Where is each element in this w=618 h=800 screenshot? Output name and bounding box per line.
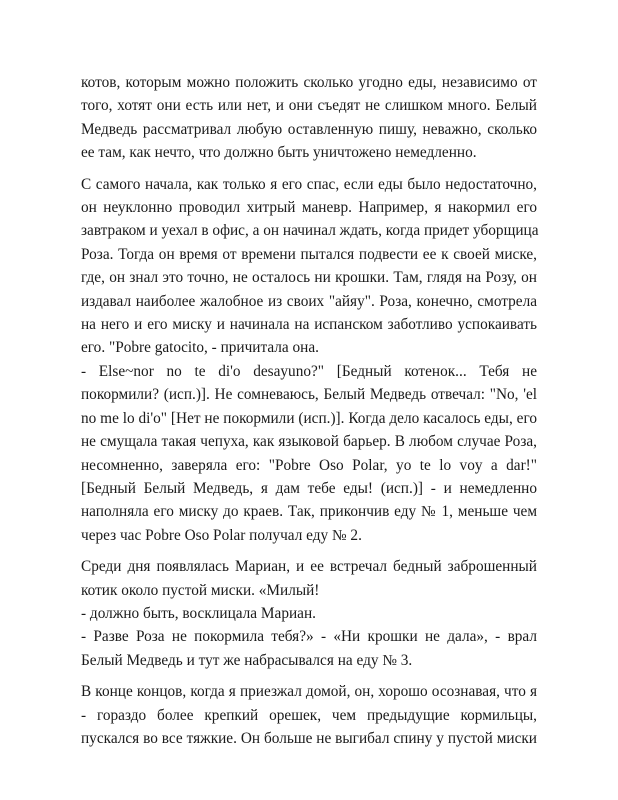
text-line: котов, которым можно положить сколько угодно еды, независимо от	[81, 74, 537, 91]
text-line: наполняла его миску до краев. Так, прикончив еду № 1, меньше чем	[81, 503, 537, 521]
text-line: издавал наиболее жалобное из своих "айяу". Роза, конечно, смотрела	[81, 292, 537, 310]
text-line: no me lo di'o" [Нет не покормили (исп.)]. Когда дело касалось еды, его	[81, 409, 537, 427]
text-line: Белый Медведь и тут же набрасывался на еду № 3.	[81, 651, 413, 669]
text-line: В конце концов, когда я приезжал домой, он, хорошо осознавая, что я	[81, 683, 537, 701]
paragraph-2	[81, 173, 537, 548]
text-line: Роза. Тогда он время от времени пытался подвести ее к своей миске,	[81, 245, 537, 263]
text-line: котик около пустой миски. «Милый!	[81, 581, 320, 599]
text-line: - Else~nor no te di'o desayuno?" [Бедный котенок... Тебя не	[81, 362, 537, 380]
text-line: - гораздо более крепкий орешек, чем предыдущие кормильцы,	[81, 706, 537, 724]
text-line: завтраком и уехал в офис, а он начинал ждать, когда придет уборщица	[81, 222, 539, 240]
text-line: пускался во все тяжкие. Он больше не выгибал спину у пустой миски	[81, 729, 537, 747]
text-line: [Бедный Белый Медведь, я дам тебе еды! (исп.)] - и немедленно	[81, 479, 537, 497]
text-line: не смущала такая чепуха, как языковой барьер. В любом случае Роза,	[81, 433, 537, 451]
text-line: С самого начала, как только я его спас, если еды было недостаточно,	[81, 175, 537, 193]
text-line: ее там, как нечто, что должно быть уничтожено немедленно.	[81, 144, 477, 162]
text-line: его. "Pobre gatocito, - причитала она.	[81, 339, 319, 357]
text-line: через час Pobre Oso Polar получал еду № 2.	[81, 526, 362, 544]
text-line: - должно быть, восклицала Мариан.	[81, 604, 316, 622]
text-line: покормили? (исп.)]. Не сомневаюсь, Белый Медведь отвечал: "No, 'el	[81, 386, 537, 404]
paragraph-3	[81, 555, 537, 672]
text-line: где, он знал это точно, не осталось ни крошки. Там, глядя на Розу, он	[81, 269, 537, 287]
text-line: Медведь рассматривал любую оставленную пишу, неважно, сколько	[81, 120, 537, 138]
paragraph-4	[81, 680, 537, 750]
text-line: на него и его миску и начинала на испанском заботливо успокаивать	[81, 316, 537, 334]
text-line: Среди дня появлялась Мариан, и ее встречал бедный заброшенный	[81, 558, 537, 576]
paragraph-1	[81, 71, 537, 165]
text-line: - Разве Роза не покормила тебя?» - «Ни крошки не дала», - врал	[81, 628, 537, 646]
text-line: несомненно, заверяла его: "Pobre Oso Polar, yo te lo voy a dar!"	[81, 456, 537, 474]
text-line: того, хотят они есть или нет, и они съедят не слишком много. Белый	[81, 97, 537, 115]
text-line: он неуклонно проводил хитрый маневр. Например, я накормил его	[81, 199, 537, 217]
document-page	[81, 71, 537, 750]
